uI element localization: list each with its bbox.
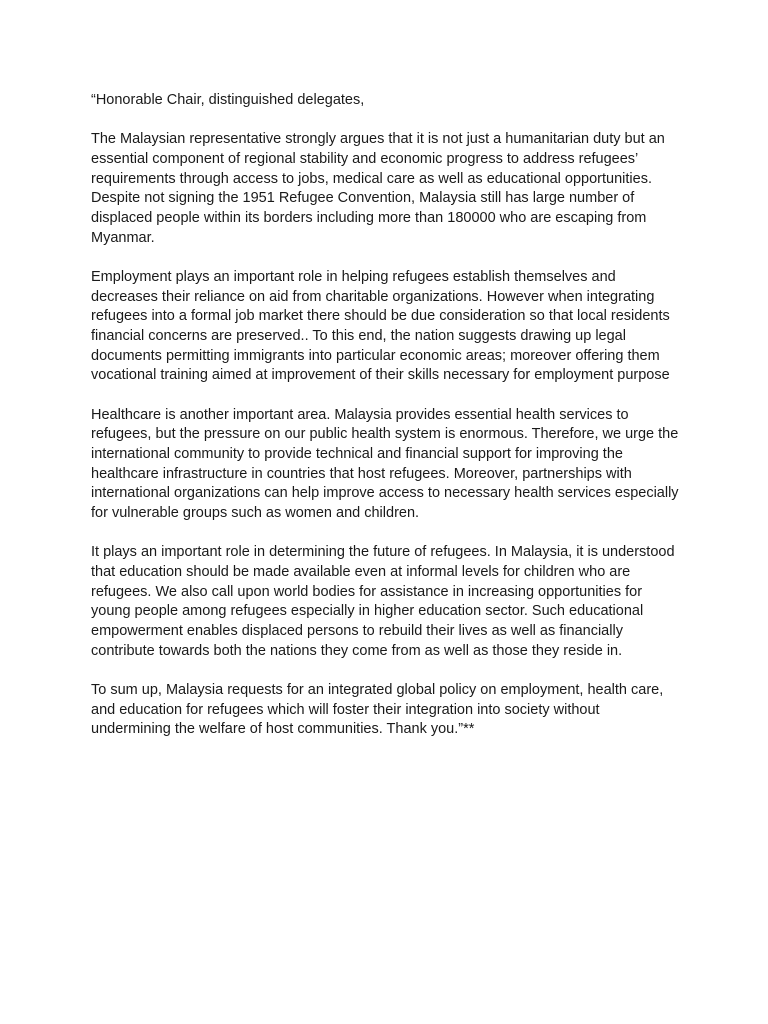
text-line: that education should be made available even at informal levels for children who are: [91, 564, 631, 581]
text-line: contribute towards both the nations they come from as well as those they reside in.: [91, 642, 623, 659]
paragraph-employment: [91, 268, 681, 386]
paragraph-salutation: [91, 91, 681, 111]
text-line: young people among refugees especially in higher education sector. Such educational: [91, 603, 644, 620]
text-line: empowerment enables displaced persons to rebuild their lives as well as financially: [91, 623, 623, 640]
text-line: international organizations can help improve access to necessary health services especially: [91, 485, 679, 502]
document-body: [91, 91, 681, 760]
text-line: displaced people within its borders including more than 180000 who are escaping from: [91, 210, 647, 227]
text-line: and education for refugees which will foster their integration into society without: [91, 701, 600, 718]
text-line: documents permitting immigrants into particular economic areas; moreover offering them: [91, 347, 660, 364]
text-line: Employment plays an important role in helping refugees establish themselves and: [91, 268, 616, 285]
text-line: decreases their reliance on aid from charitable organizations. However when integrating: [91, 288, 655, 305]
text-line: international community to provide technical and financial support for improving the: [91, 446, 623, 463]
paragraph-conclusion: [91, 681, 681, 740]
text-line: Healthcare is another important area. Malaysia provides essential health services to: [91, 406, 629, 423]
text-line: healthcare infrastructure in countries that host refugees. Moreover, partnerships with: [91, 465, 632, 482]
text-line: financial concerns are preserved.. To this end, the nation suggests drawing up legal: [91, 328, 626, 345]
text-line: “Honorable Chair, distinguished delegates,: [91, 92, 365, 108]
text-line: vocational training aimed at improvement of their skills necessary for employment purpose: [91, 367, 670, 384]
text-line: Despite not signing the 1951 Refugee Convention, Malaysia still has large number of: [91, 190, 635, 207]
text-line: The Malaysian representative strongly argues that it is not just a humanitarian duty but an: [91, 131, 665, 148]
text-line: refugees into a formal job market there should be due consideration so that local residents: [91, 308, 670, 325]
text-line: for vulnerable groups such as women and children.: [91, 505, 420, 522]
text-line: It plays an important role in determining the future of refugees. In Malaysia, it is understood: [91, 544, 675, 561]
text-line: undermining the welfare of host communities. Thank you.”**: [91, 721, 475, 738]
paragraph-education: [91, 543, 681, 661]
paragraph-introduction: [91, 130, 681, 248]
text-line: requirements through access to jobs, medical care as well as educational opportunities.: [91, 170, 652, 187]
text-line: essential component of regional stability and economic progress to address refugees’: [91, 150, 639, 167]
text-line: To sum up, Malaysia requests for an integrated global policy on employment, health care,: [91, 682, 664, 699]
text-line: Myanmar.: [91, 229, 155, 246]
text-line: refugees. We also call upon world bodies for assistance in increasing opportunities for: [91, 583, 643, 600]
text-line: refugees, but the pressure on our public health system is enormous. Therefore, we urge the: [91, 426, 679, 443]
paragraph-healthcare: [91, 406, 681, 524]
